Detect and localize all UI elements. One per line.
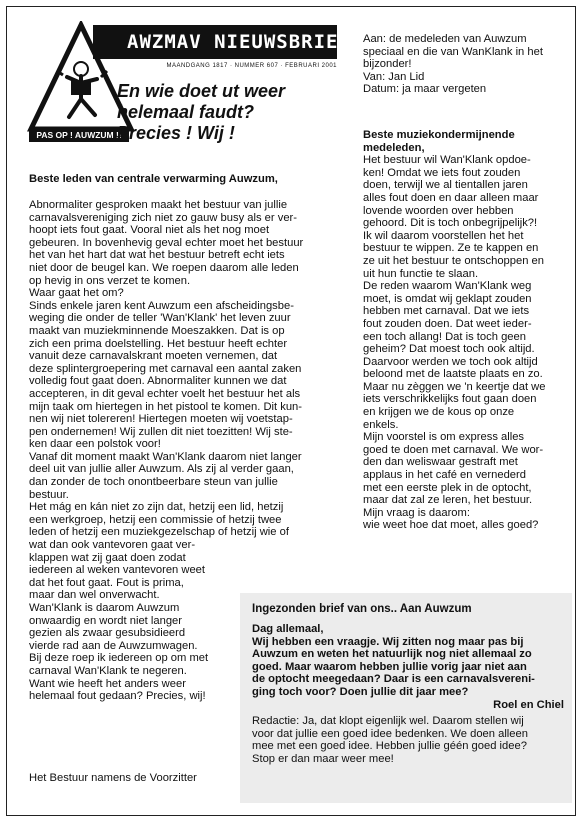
box-body xyxy=(252,623,564,766)
headline-line-1: En wie doet ut weer xyxy=(117,81,286,101)
box-signature: Roel en Chiel xyxy=(493,698,564,711)
right-greeting: Beste muziekondermijnende medeleden, xyxy=(363,129,515,154)
headline xyxy=(117,81,347,144)
slogan-banner: PAS OP ! AUWZUM !! xyxy=(29,128,129,142)
editorial-reply: Redactie: Ja, dat klopt eigenlijk wel. Daarom stellen wij voor dat jullie een goed idee bedenken. We doen alleen mee met een goed idee. Hebben jullie géén goed idee? Stop er dan maar weer mee! xyxy=(252,715,528,765)
right-letter-header xyxy=(363,33,571,96)
box-title: Ingezonden brief van ons.. Aan Auwzum xyxy=(252,603,472,615)
left-signature: Het Bestuur namens de Voorzitter xyxy=(29,772,197,784)
issue-line: MAANDGANG 1817 · NUMMER 607 · FEBRUARI 2001 xyxy=(166,63,337,69)
box-letter-text: Dag allemaal, Wij hebben een vraagje. Wij zitten nog maar pas bij Auwzum en weten het natuurlijk nog niet allemaal zo goed. Maar waarom hebben jullie vorig jaar niet aan de optocht meegedaan? Daar is een carnavalsvereni- ging toch voor? Doen jullie dit jaar mee? xyxy=(252,623,535,698)
masthead-title: AWZMAV NIEUWSBRIEF xyxy=(93,25,337,59)
headline-line-3: Precies ! Wij ! xyxy=(117,123,235,143)
right-letter xyxy=(363,129,571,532)
left-letter-body: Abnormaliter gesproken maakt het bestuur van jullie carnavalsvereniging zich niet zo gauw busy als er ver- hoopt iets fout gaat. Vooral niet als het nog moet gebeuren. In bovenhevig geval echter moet het bestuur het van het hart dat wat het bestuur betreft echt iets niet door de beugel kan. We roepen daarom alle leden op hevig in ons verzet te komen. Waar gaat het om? Sinds enkele jaren kent Auwzum een afscheidingsbe- weging die onder de teller 'Wan'Klank' het leven zuur maakt van muziekminnende Moeszakken. Dat is op zich een prima doelstelling. Het bestuur heeft echter vanuit deze carnavalskrant moeten vernemen, dat deze splintergroepering met carnaval een aantal zaken volledig fout gaat doen. Abnormaliter kunnen we dat accepteren, in dit geval echter voelt het bestuur het als mijn taak om hiertegen in het pistool te komen. Dit kun- nen wij niet tolereren! Hiertegen moeten wij voetstap- pen ondernemen! Wij zullen dit niet toezitten! Wij ste- ken daar een polstok voor! Vanaf dit moment maakt Wan'Klank daarom niet langer deel uit van jullie aller Auwzum. Als zij al verder gaan, dan zonder de toch onontbeerbare steun van jullie bestuur. Het mág en kán niet zo zijn dat, hetzij een lid, hetzij een werkgroep, hetzij een commissie of hetzij twee leden of hetzij een muziekgezelschap of hetzij wie of wat dan ook vantevoren gaat ver- klappen wat zij gaat doen zodat iedereen al weken vantevoren weet dat het fout gaat. Fout is prima, maar dan wel onverwacht. Wan'Klank is daarom Auwzum onwaardig en wordt niet langer gezien als zwaar gesubsidieerd vierde rad aan de Auwzumwagen. Bij deze roep ik iedereen op om met carnaval Wan'Klank te negeren. Want wie heeft het anders weer helemaal fout gedaan? Precies, wij! xyxy=(29,199,304,703)
right-header-text: Aan: de medeleden van Auwzum speciaal en die van WanKlank in het bijzonder! Van: Jan Lid Datum: ja maar vergeten xyxy=(363,33,543,96)
left-greeting: Beste leden van centrale verwarming Auwzum, xyxy=(29,173,278,185)
submitted-letter-box xyxy=(240,593,572,803)
newsletter-page xyxy=(6,6,576,816)
headline-line-2: helemaal faudt? xyxy=(117,102,255,122)
right-letter-body: Het bestuur wil Wan'Klank opdoe- ken! Omdat we iets fout zouden doen, terwijl we al tientallen jaren alles fout doen en daar alleen maar lovende woorden over hebben gehoord. Dit is toch onbegrijpelijk?! Ik wil daarom voorstellen het het bestuur te wippen. Ze te kappen en ze uit het bestuur te ontschoppen en uit hun functie te slaan. De reden waarom Wan'Klank weg moet, is omdat wij geklapt zouden hebben met carnaval. Dat we iets fout zouden doen. Dat weet ieder- een toch allang! Dat is toch geen geheim? Dat moest toch ook altijd. Daarvoor werden we toch ook altijd beloond met de laatste plaats en zo. Maar nu zèggen we 'n keertje dat we iets verschrikkelijks fout gaan doen en krijgen we de kous op onze enkels. Mijn voorstel is om express alles goed te doen met carnaval. We wor- den dan weliswaar gestraft met applaus in het café en vernederd met een eerste plek in de optocht, maar dat zal ze leren, het bestuur. Mijn vraag is daarom: wie weet hoe dat moet, alles goed? xyxy=(363,154,546,532)
